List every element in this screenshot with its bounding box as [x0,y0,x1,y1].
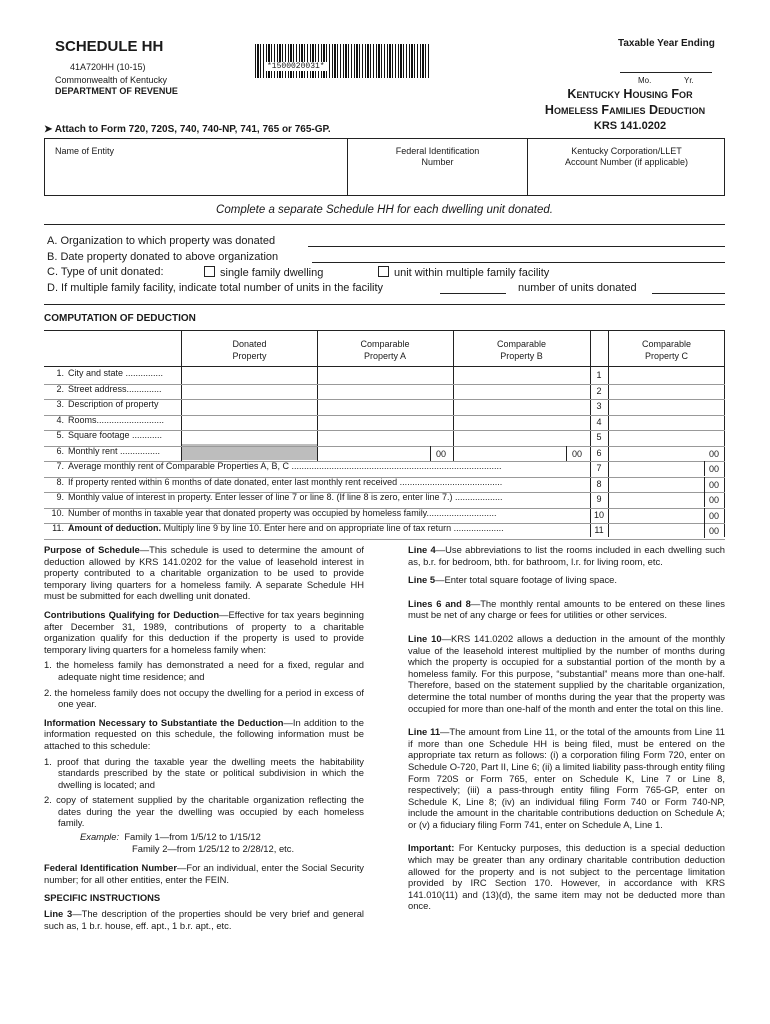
single-family-checkbox[interactable] [204,266,215,277]
yr-label: Yr. [684,76,694,85]
row-label: Monthly rent ................ [68,445,161,456]
row-label: Description of property [68,399,159,409]
ky-account-field[interactable] [531,170,721,194]
item-d-label: D. If multiple family facility, indicate total number of units in the facility [47,282,384,294]
taxable-year-label: Taxable Year Ending [618,38,715,49]
row-1-input-3[interactable] [609,368,724,383]
row-6-input-2[interactable] [454,446,590,461]
barcode-number: *1500020031* [267,62,325,71]
department-label: DEPARTMENT OF REVENUE [55,86,178,96]
line-number-box: 11 [594,525,604,535]
single-family-option[interactable]: single family dwelling [204,266,323,279]
example-1: Family 1—from 1/5/12 to 1/15/12 [124,831,261,843]
row-number: 8. [56,476,64,487]
row-4-input-2[interactable] [454,415,590,430]
row-7-amount[interactable] [609,461,724,476]
row-number: 7. [56,461,64,471]
row-1-input-1[interactable] [318,368,453,383]
line68-heading: Lines 6 and 8 [408,597,471,609]
row-5-input-2[interactable] [454,430,590,445]
purpose-heading: Purpose of Schedule [44,544,140,555]
row-2-input-2[interactable] [454,384,590,399]
row-number: 1. [56,368,64,378]
line10-text: —KRS 141.0202 allows a deduction in the amount of the monthly value of the leasehold interest multiplied by the number of months during which the property is occupied for a substantial portion of the month by a homeless family. For this purpose, “substantial” means more than one-half. Therefore, based on the statement supplied by the charitable organization, determine the total number of months during the year that the property was occupied for more than one-half of the month and enter the total on this line. [408,632,725,714]
row-number: 10. [51,507,64,518]
line-number-box: 9 [596,494,602,504]
line-number-box: 5 [596,432,602,442]
row-6-input-0[interactable] [182,446,317,461]
contrib-text: —Effective for tax years beginning after December 31, 1989, contributions of property to a charitable organization qualify for this deduction if the property is used to provide temporary living quarters for a homeless family when: [44,608,364,655]
row-4-input-1[interactable] [318,415,453,430]
cents-zero: 00 [709,479,720,490]
col-a-header-2: Property A [363,351,407,361]
row-3-input-0[interactable] [182,399,317,414]
line-number-box: 4 [596,416,602,427]
row-number: 4. [56,414,64,425]
info-item-2: 2. copy of statement supplied by the charitable organization reflecting the dates during the year the dwelling was occupied by each homeless family. [44,794,364,829]
krs-label: KRS 141.0202 [593,120,667,132]
item-c-label: C. Type of unit donated: [47,266,164,278]
contrib-item-1: 1. the homeless family has demonstrated a need for a fixed, regular and adequate night time residence; and [44,659,364,682]
col-donated-header-2: Property [232,351,267,361]
attach-instruction: ➤ Attach to Form 720, 720S, 740, 740-NP, 741, 765 or 765-GP. [44,124,331,135]
row-number: 3. [56,399,64,409]
line-number-box: 1 [596,370,602,380]
row-label: Average monthly rent of Comparable Properties A, B, C .................................................................................... [68,461,502,471]
purpose-text: —This schedule is used to determine the amount of deduction allowed by KRS 141.0202 for the value of leasehold interest in property contributed to a charitable organization to be used to provide temporary living quarters for a homeless family. A separate Schedule HH must be submitted for each dwelling unit donated. [44,544,364,602]
row-1-input-0[interactable] [182,368,317,383]
row-2-input-3[interactable] [609,384,724,399]
row-5-input-0[interactable] [182,430,317,445]
left-instructions [44,544,364,938]
line10-heading: Line 10 [408,632,442,644]
line-number-box: 6 [596,447,602,458]
line-number-box: 2 [596,385,602,396]
col-a-header: Comparable [360,339,410,349]
line68-text: —The monthly rental amounts to be entered on these lines must be net of any charge or fees for utilities or other services. [408,597,725,621]
line11-text: —The amount from Line 11, or the total of the amounts from Line 11 if more than one Schedule HH is being filed, must be entered on the appropriate tax return as follows: (i) a corporation filing Form 720, enter on Schedule O-720, Part II, Line 6; (ii) a limited liability pass-through entity filing Form 720S or Form 765, enter on Schedule K, Line 7 or Line 8, respectively; (iii) a pass-through entity filing Form 765-GP, enter on Schedule K, Line 8; (iv) an individual filing Form 740 or Form 740-NP, include the amount in the charitable contributions deduction on Schedule A; or (v) a fiduciary filing Form 741, enter on Schedule A, Line 1. [408,726,725,830]
fein-heading: Federal Identification Number [44,862,177,874]
ky-account-label: Kentucky Corporation/LLET [571,146,682,156]
form-title-line1: Kentucky Housing For [567,87,693,101]
row-4-input-3[interactable] [609,415,724,430]
cents-zero: 00 [709,495,720,505]
entity-name-label: Name of Entity [55,146,115,156]
cents-zero: 00 [709,526,720,536]
row-1-input-2[interactable] [454,368,590,383]
line4-heading: Line 4 [408,544,436,555]
line11-heading: Line 11 [408,726,441,738]
instruction-banner: Complete a separate Schedule HH for each dwelling unit donated. [216,204,553,216]
multi-family-checkbox[interactable] [378,266,389,277]
row-2-input-1[interactable] [318,384,453,399]
line4-text: —Use abbreviations to list the rooms included in each dwelling such as, b.r. for bedroom, bth. for bathroom, l.r. for living room, etc. [408,544,725,567]
row-8-amount[interactable] [609,477,724,492]
line-number-box: 3 [596,401,602,411]
cents-zero: 00 [436,448,447,459]
row-label: City and state ............... [68,368,164,378]
fein-label-2: Number [421,157,454,167]
row-2-input-0[interactable] [182,384,317,399]
computation-heading: COMPUTATION OF DEDUCTION [44,313,196,324]
units-donated-field[interactable] [652,293,725,294]
row-3-input-2[interactable] [454,399,590,414]
cents-zero: 00 [572,448,583,459]
col-b-header-2: Property B [500,351,543,361]
fein-field[interactable] [351,170,523,194]
row-5-input-3[interactable] [609,430,724,445]
row-10-amount[interactable] [609,508,724,523]
row-number: 11. [52,523,64,533]
row-label: Number of months in taxable year that donated property was occupied by homeless family............................ [68,507,497,518]
row-label: Square footage ............ [68,430,163,440]
cents-zero: 00 [709,448,720,459]
row-number: 2. [56,383,64,394]
col-donated-header: Donated [232,339,267,349]
row-4-input-0[interactable] [182,415,317,430]
row-label: Rooms........................... [68,414,165,425]
mo-label: Mo. [638,76,652,85]
item-a-label: A. Organization to which property was donated [47,235,276,247]
example-label: Example: [80,831,120,843]
entity-name-field[interactable] [48,158,343,194]
info-item-1: 1. proof that during the taxable year the dwelling meets the habitability standards prescribed by the state or political subdivision in which the dwelling is located; and [44,755,364,790]
schedule-title: SCHEDULE HH [55,38,164,55]
row-3-input-3[interactable] [609,399,724,414]
col-c-header-2: Property C [644,351,688,361]
multi-family-option[interactable]: unit within multiple family facility [378,266,549,279]
example-2: Family 2—from 1/25/12 to 2/28/12, etc. [132,842,295,854]
important-heading: Important: [408,842,455,854]
organization-field[interactable] [308,246,725,247]
row-number: 6. [56,445,64,456]
line5-heading: Line 5 [408,574,436,586]
line3-heading: Line 3 [44,908,73,920]
ky-account-label-2: Account Number (if applicable) [564,157,689,167]
barcode [255,44,430,78]
units-donated-label: number of units donated [518,282,637,294]
row-label: Monthly value of interest in property. Enter lesser of line 7 or line 8. (If line 8 is zero, enter line 7.) ................... [68,492,503,502]
form-title-line2: Homeless Families Deduction [544,103,706,117]
contrib-item-2: 2. the homeless family does not occupy the dwelling for a period in excess of one year. [44,686,364,710]
row-number: 9. [56,492,64,502]
row-9-amount[interactable] [609,492,724,507]
line-number-box: 7 [596,463,602,473]
info-heading: Information Necessary to Substantiate the Deduction [44,716,284,728]
row-label: If property rented within 6 months of date donated, enter last monthly rent received ......................................... [68,476,503,487]
item-b-label: B. Date property donated to above organization [47,251,279,263]
line-number-box: 8 [596,478,602,489]
line5-text: —Enter total square footage of living space. [435,574,617,586]
col-b-header: Comparable [496,339,547,349]
important-text: For Kentucky purposes, this deduction is a special deduction which may be greater than any ordinary charitable contribution deduction allowed for the property and is not subject to the percentage limitation provided by IRC Section 170. However, in accordance with KRS 141.010(11) and (13)(d), the same item may not be deducted more than once. [408,842,725,912]
cents-zero: 00 [709,510,720,521]
row-3-input-1[interactable] [318,399,453,414]
fein-text: —For an individual, enter the Social Security number; for all other entities, enter the FEIN. [44,862,364,885]
row-6-input-1[interactable] [318,446,453,461]
row-6-input-3[interactable] [609,446,724,461]
cents-zero: 00 [709,464,720,474]
right-instructions [408,544,725,919]
line-number-box: 10 [593,509,604,520]
col-c-header: Comparable [641,339,692,349]
form-number: 41A720HH (10-15) [70,62,146,72]
deduction-amount-field[interactable] [609,523,704,538]
row-5-input-1[interactable] [318,430,453,445]
info-text: —In addition to the information requested on this schedule, the following information must be attached to this schedule: [44,716,364,751]
date-donated-field[interactable] [312,262,725,263]
row-label: Street address.............. [68,383,162,394]
fein-label: Federal Identification [395,146,480,156]
row-number: 5. [56,430,64,440]
specific-instructions-heading: SPECIFIC INSTRUCTIONS [44,892,161,904]
line3-text: —The description of the properties should be very brief and general such as, 1 b.r. house, eff. apt., 1 b.r. apt., etc. [44,908,364,931]
amount-of-deduction-label: Amount of deduction. [68,523,161,533]
row-label: Multiply line 9 by line 10. Enter here and on appropriate line of tax return .................... [160,523,504,533]
contrib-heading: Contributions Qualifying for Deduction [44,608,220,620]
commonwealth-label: Commonwealth of Kentucky [55,75,168,85]
taxable-year-field[interactable] [620,72,712,73]
total-units-field[interactable] [440,293,506,294]
